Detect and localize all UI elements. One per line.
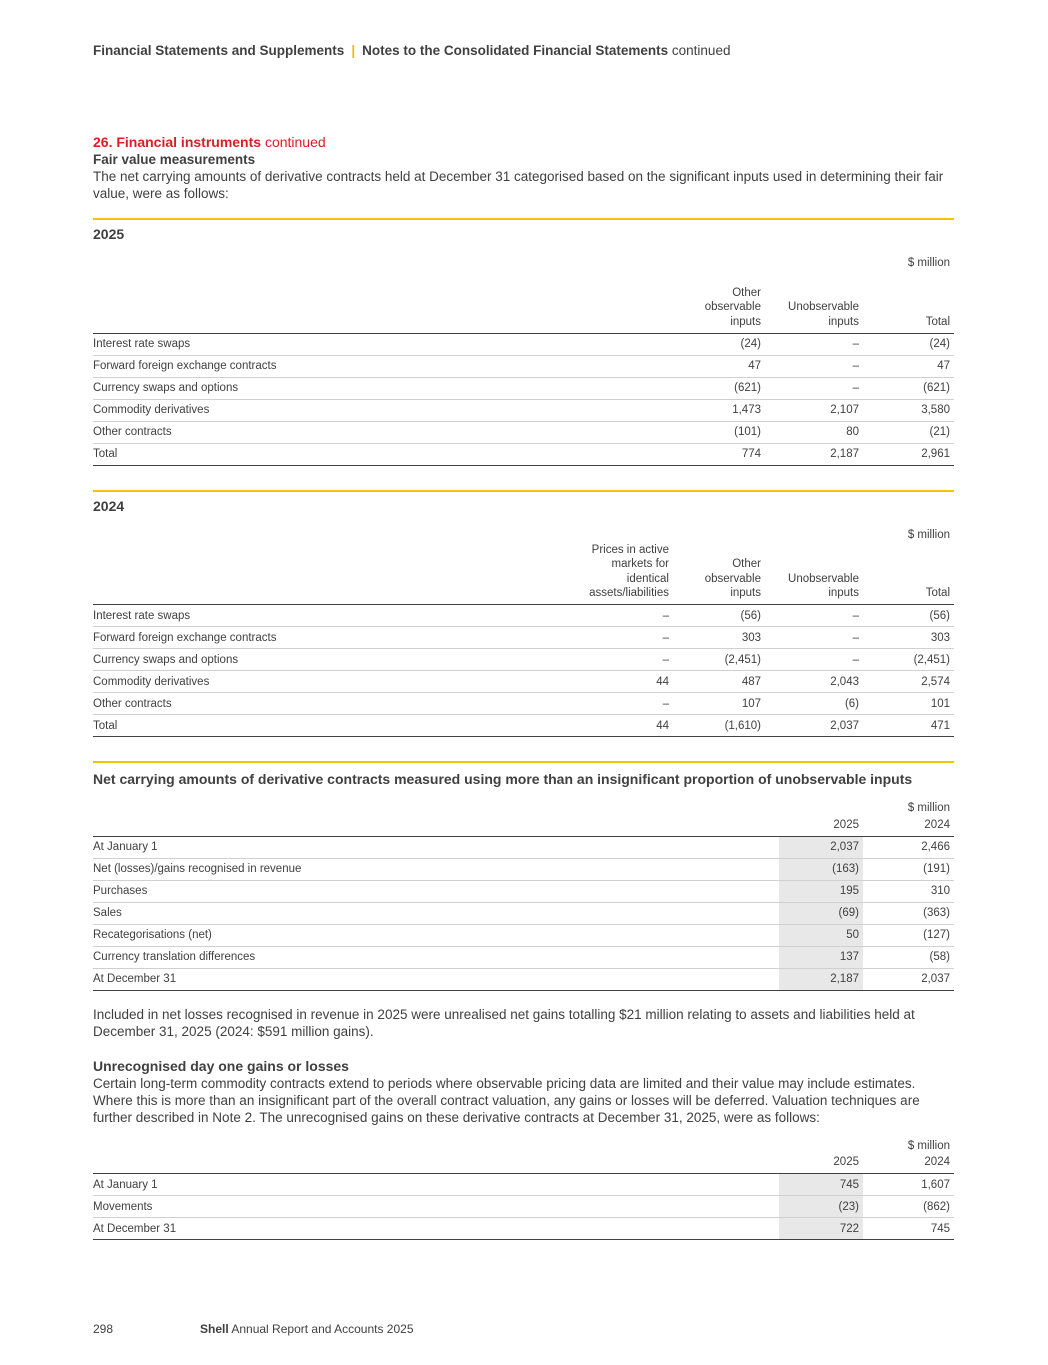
day-one-heading: Unrecognised day one gains or losses [93,1057,349,1074]
row-label: Currency translation differences [93,946,779,968]
row-label: Other contracts [93,421,667,443]
cell-other: 47 [667,355,765,377]
table-row [93,924,954,946]
cell-other: (621) [667,377,765,399]
cell-prices: – [577,627,673,649]
cell-total: (621) [863,377,954,399]
col-header-unobservable: Unobservable inputs [765,269,863,333]
net-note: Included in net losses recognised in revenue in 2025 were unrealised net gains totalling $21 million relating to assets and liabilities held at December 31, 2025 (2024: $591 million gains). [93,1006,915,1039]
col-header-total: Total [863,541,954,605]
cell-other: 107 [673,693,765,715]
table-row [93,399,954,421]
divider-2025 [93,218,954,220]
row-label: At December 31 [93,1218,779,1240]
row-label: Forward foreign exchange contracts [93,627,577,649]
table-row [93,836,954,858]
table-2024-units: $ million [907,528,950,541]
row-label: Total [93,715,577,737]
table-2024-heading: 2024 [93,497,125,514]
table-row [93,880,954,902]
note-intro: The net carrying amounts of derivative contracts held at December 31 categorised based on the significant inputs used in determining their fair value, were as follows: [93,169,944,201]
cell-prices: – [577,649,673,671]
row-label: Interest rate swaps [93,605,577,627]
col-header-2024: 2024 [863,1152,954,1174]
table-row [93,421,954,443]
row-label: Forward foreign exchange contracts [93,355,667,377]
footer-title: Annual Report and Accounts 2025 [231,1322,414,1336]
cell-prices: – [577,605,673,627]
cell-total: 3,580 [863,399,954,421]
row-label: Total [93,443,667,465]
header-title: Notes to the Consolidated Financial Statements [362,43,669,58]
cell-y2024: 1,607 [863,1174,954,1196]
cell-y2024: 310 [863,880,954,902]
row-label: Other contracts [93,693,577,715]
table-row [93,333,954,355]
table-row [93,355,954,377]
cell-unobs: – [765,377,863,399]
col-header-unobservable: Unobservable inputs [765,541,863,605]
table-row [93,858,954,880]
header-continued: continued [671,43,731,58]
col-header-prices-active: Prices in active markets for identical assets/liabilities [577,541,673,605]
cell-y2024: (127) [863,924,954,946]
divider-net [93,761,954,763]
running-header [93,43,730,58]
cell-other: (56) [673,605,765,627]
note-title-continued: continued [264,134,326,150]
cell-y2024: (191) [863,858,954,880]
table-day-one [93,1126,954,1241]
cell-total: (56) [863,605,954,627]
cell-unobs: 2,187 [765,443,863,465]
cell-total: (21) [863,421,954,443]
table-row [93,671,954,693]
table-row [93,693,954,715]
table-row [93,1196,954,1218]
row-label: Net (losses)/gains recognised in revenue [93,858,779,880]
row-label: Recategorisations (net) [93,924,779,946]
cell-y2024: (58) [863,946,954,968]
page-footer [93,1322,414,1336]
row-label: Commodity derivatives [93,671,577,693]
cell-unobs: – [765,649,863,671]
cell-total: (2,451) [863,649,954,671]
cell-y2024: (363) [863,902,954,924]
table-row [93,649,954,671]
cell-other: (2,451) [673,649,765,671]
table-row [93,627,954,649]
row-label: Movements [93,1196,779,1218]
cell-unobs: 2,037 [765,715,863,737]
cell-y2024: (862) [863,1196,954,1218]
cell-prices: 44 [577,715,673,737]
cell-y2025: (163) [779,858,863,880]
cell-other: 487 [673,671,765,693]
note-title [93,134,954,151]
table-row [93,968,954,990]
table-row [93,902,954,924]
page-number: 298 [93,1322,114,1336]
table-2025 [93,243,954,466]
table-2024 [93,515,954,738]
row-label: At January 1 [93,1174,779,1196]
col-header-total: Total [863,269,954,333]
divider-2024 [93,490,954,492]
cell-unobs: – [765,605,863,627]
cell-unobs: – [765,627,863,649]
table-2025-units: $ million [907,257,950,269]
cell-other: (1,610) [673,715,765,737]
cell-y2025: (69) [779,902,863,924]
table-2025-heading: 2025 [93,226,125,242]
table-net-units: $ million [907,802,950,814]
cell-y2025: 2,037 [779,836,863,858]
cell-prices: – [577,693,673,715]
cell-unobs: – [765,355,863,377]
cell-unobs: 80 [765,421,863,443]
cell-y2024: 2,037 [863,968,954,990]
col-header-other-observable: Other observable inputs [673,541,765,605]
cell-unobs: – [765,333,863,355]
cell-y2025: 722 [779,1218,863,1240]
col-header-other-observable: Other observable inputs [667,269,765,333]
header-separator: | [351,43,356,58]
row-label: At December 31 [93,968,779,990]
cell-total: 2,574 [863,671,954,693]
day-one-text: Certain long-term commodity contracts extend to periods where observable pricing data are limited and their value may include estimates. Where this is more than an insignificant part of the overall contract valuation, any gains or losses will be deferred. Valuation techniques are further described in Note 2. The unrecognised gains on these derivative contracts at December 31, 2025, were as follows: [93,1075,920,1125]
row-label: Interest rate swaps [93,333,667,355]
note-title-text: 26. Financial instruments [93,134,262,150]
cell-prices: 44 [577,671,673,693]
table-day-one-header-row [93,1152,954,1174]
cell-other: 303 [673,627,765,649]
cell-unobs: 2,107 [765,399,863,421]
table-row [93,1218,954,1240]
col-header-2024: 2024 [863,814,954,836]
row-label: Commodity derivatives [93,399,667,421]
cell-y2025: 2,187 [779,968,863,990]
table-row [93,443,954,465]
table-row [93,946,954,968]
table-2025-header-row [93,269,954,333]
cell-total: 471 [863,715,954,737]
table-row [93,715,954,737]
row-label: Currency swaps and options [93,377,667,399]
table-net [93,788,954,991]
col-header-2025: 2025 [779,814,863,836]
row-label: Purchases [93,880,779,902]
cell-unobs: (6) [765,693,863,715]
cell-other: 774 [667,443,765,465]
cell-y2024: 745 [863,1218,954,1240]
table-day-one-units: $ million [907,1139,950,1152]
cell-other: (24) [667,333,765,355]
cell-y2024: 2,466 [863,836,954,858]
cell-y2025: (23) [779,1196,863,1218]
header-section: Financial Statements and Supplements [93,43,345,58]
page-content [93,134,954,1240]
col-header-2025: 2025 [779,1152,863,1174]
table-row [93,377,954,399]
row-label: At January 1 [93,836,779,858]
footer-brand: Shell [200,1322,229,1336]
table-row [93,605,954,627]
cell-total: 303 [863,627,954,649]
cell-other: (101) [667,421,765,443]
cell-total: 101 [863,693,954,715]
cell-total: (24) [863,333,954,355]
cell-other: 1,473 [667,399,765,421]
note-subtitle: Fair value measurements [93,152,256,167]
cell-y2025: 195 [779,880,863,902]
table-net-heading: Net carrying amounts of derivative contracts measured using more than an insignificant proportion of unobservable inputs [93,771,913,787]
cell-unobs: 2,043 [765,671,863,693]
table-row [93,1174,954,1196]
table-net-header-row [93,814,954,836]
cell-y2025: 745 [779,1174,863,1196]
row-label: Currency swaps and options [93,649,577,671]
cell-total: 47 [863,355,954,377]
cell-y2025: 137 [779,946,863,968]
table-2024-header-row [93,541,954,605]
row-label: Sales [93,902,779,924]
cell-total: 2,961 [863,443,954,465]
cell-y2025: 50 [779,924,863,946]
